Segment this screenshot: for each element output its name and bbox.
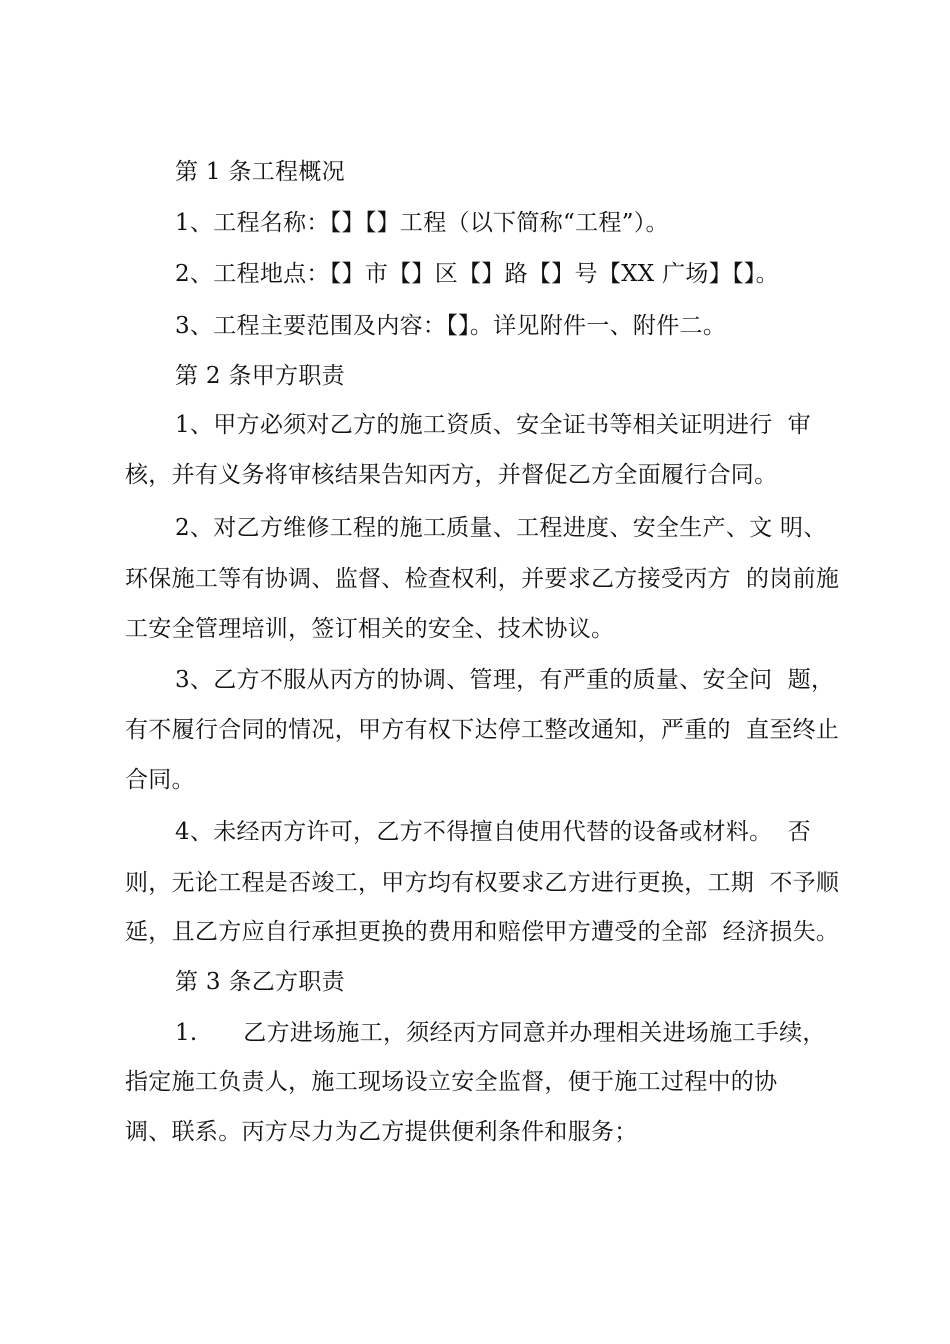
section-2-item-3-line-3: 合同。 [125, 767, 195, 793]
section-2-item-2-line-1: 2、对乙方维修工程的施工质量、工程进度、安全生产、文 明、 [175, 515, 827, 541]
section-2-item-2-line-3: 工安全管理培训，签订相关的安全、技术协议。 [125, 616, 615, 642]
section-1-item-2: 2、工程地点：【】市【】区【】路【】号【XX 广场】【】。 [175, 261, 779, 287]
section-2-item-2-line-2: 环保施工等有协调、监督、检查权利，并要求乙方接受丙方 的岗前施 [125, 566, 840, 592]
section-2-item-4-line-1: 4、未经丙方许可，乙方不得擅自使用代替的设备或材料。 否 [175, 819, 811, 845]
section-3-item-1-line-2: 指定施工负责人，施工现场设立安全监督，便于施工过程中的协 [125, 1069, 778, 1095]
section-2-heading: 第 2 条甲方职责 [175, 363, 345, 389]
section-1-item-3: 3、工程主要范围及内容：【】。详见附件一、附件二。 [175, 313, 727, 339]
section-2-item-4-line-3: 延，且乙方应自行承担更换的费用和赔偿甲方遭受的全部 经济损失。 [125, 919, 840, 945]
section-1-item-1: 1、工程名称：【】【】工程（以下简称“工程”）。 [175, 210, 669, 236]
section-2-item-1-line-1: 1、甲方必须对乙方的施工资质、安全证书等相关证明进行 审 [175, 412, 811, 438]
section-3-item-1-line-3: 调、联系。丙方尽力为乙方提供便利条件和服务； [125, 1119, 638, 1145]
section-2-item-3-line-2: 有不履行合同的情况，甲方有权下达停工整改通知，严重的 直至终止 [125, 717, 840, 743]
section-2-item-3-line-1: 3、乙方不服从丙方的协调、管理，有严重的质量、安全问 题， [175, 667, 835, 693]
section-1-heading: 第 1 条工程概况 [175, 159, 345, 185]
section-2-item-4-line-2: 则，无论工程是否竣工，甲方均有权要求乙方进行更换，工期 不予顺 [125, 870, 840, 896]
section-3-item-1-line-1: 1. 乙方进场施工，须经丙方同意并办理相关进场施工手续， [175, 1020, 826, 1046]
section-3-heading: 第 3 条乙方职责 [175, 969, 345, 995]
section-2-item-1-line-2: 核，并有义务将审核结果告知丙方，并督促乙方全面履行合同。 [125, 462, 778, 488]
